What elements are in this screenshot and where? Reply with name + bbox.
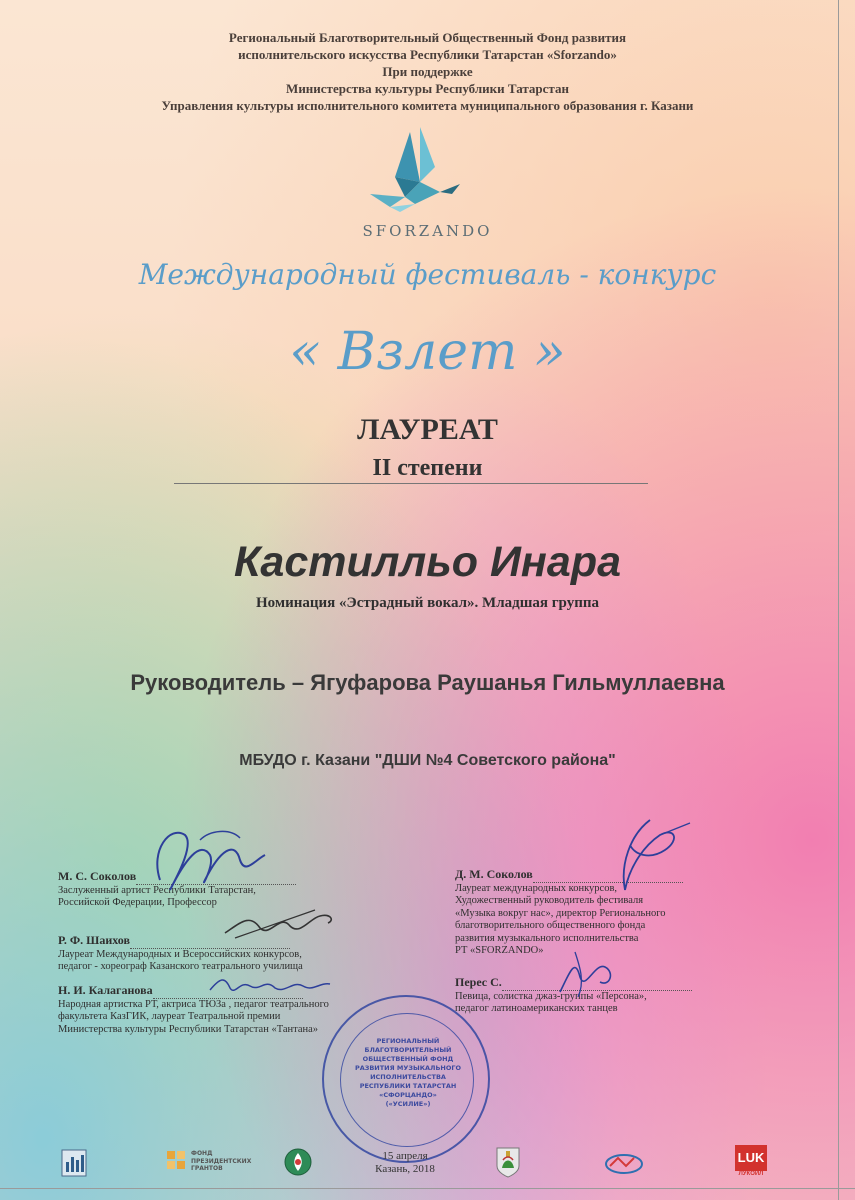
lukoil-mark: LUK bbox=[735, 1145, 767, 1171]
stamp-line: РЕСПУБЛИКИ ТАТАРСТАН bbox=[359, 1082, 457, 1090]
signature-sokolov-dm bbox=[590, 815, 700, 900]
signature-shaikhov bbox=[220, 898, 340, 943]
award-title: ЛАУРЕАТ bbox=[357, 413, 498, 446]
signatory-name: Перес С. bbox=[455, 975, 502, 989]
fund-line: ПРЕЗИДЕНТСКИХ bbox=[191, 1157, 252, 1165]
date-place bbox=[340, 1150, 470, 1176]
festival-subtitle: Международный фестиваль - конкурс bbox=[138, 258, 717, 291]
signatory-name: Н. И. Калаганова bbox=[58, 983, 153, 997]
mentor: Руководитель – Ягуфарова Раушанья Гильмуллаевна bbox=[130, 670, 725, 695]
sport-logo bbox=[604, 1152, 644, 1176]
signatory-desc: Лауреат Международных и Всероссийских конкурсов, bbox=[58, 948, 302, 960]
signatory-desc: Народная артистка РТ, актриса ТЮЗа , педагог театрального bbox=[58, 998, 329, 1010]
header-line: Управления культуры исполнительного комитета муниципального образования г. Казани bbox=[161, 98, 694, 113]
lukoil-sub: ЛУКОЙЛ bbox=[738, 1171, 764, 1177]
signatory-desc: Министерства культуры Республики Татарстан «Тантана» bbox=[58, 1023, 319, 1035]
signature-peres bbox=[540, 942, 630, 1002]
signature-kalaganova bbox=[205, 968, 335, 1000]
award-divider bbox=[174, 483, 648, 484]
stamp-line: РАЗВИТИЯ МУЗЫКАЛЬНОГО bbox=[354, 1064, 462, 1072]
brand-name: SFORZANDO bbox=[362, 222, 493, 240]
signatory-name: Д. М. Соколов bbox=[455, 867, 533, 881]
recipient-name: Кастилльо Инара bbox=[234, 538, 621, 586]
header-line: Региональный Благотворительный Общественный Фонд развития bbox=[228, 30, 627, 45]
header-line: При поддержке bbox=[382, 64, 473, 79]
event-city: Казань, 2018 bbox=[375, 1163, 435, 1175]
fund-line: ГРАНТОВ bbox=[191, 1165, 223, 1172]
signatory-desc: РТ «SFORZANDO» bbox=[455, 945, 544, 956]
stamp-line: ИСПОЛНИТЕЛЬСТВА bbox=[370, 1073, 446, 1081]
signatory-desc: развития музыкального исполнительства bbox=[455, 932, 639, 944]
signatory-desc: факультета КазГИК, лауреат Театральной премии bbox=[58, 1011, 281, 1022]
signatory-name: Р. Ф. Шаихов bbox=[58, 933, 130, 947]
presidential-grants-logo bbox=[165, 1147, 255, 1177]
award-degree: II степени bbox=[372, 455, 483, 481]
bird-icon bbox=[360, 122, 470, 217]
signatory-desc: педагог - хореограф Казанского театрального училища bbox=[58, 961, 303, 972]
nomination: Номинация «Эстрадный вокал». Младшая группа bbox=[256, 595, 599, 611]
event-date: 15 апреля bbox=[382, 1150, 428, 1162]
signatory-name: М. С. Соколов bbox=[58, 869, 137, 883]
stamp-line: РЕГИОНАЛЬНЫЙ bbox=[376, 1037, 440, 1045]
stamp-line: ОБЩЕСТВЕННЫЙ ФОНД bbox=[362, 1055, 454, 1063]
sponsor-logo-1 bbox=[60, 1148, 88, 1178]
school: МБУДО г. Казани "ДШИ №4 Советского района" bbox=[239, 752, 616, 769]
signatory-desc: Лауреат международных конкурсов, bbox=[455, 882, 618, 894]
signatory-desc: Заслуженный артист Республики Татарстан, bbox=[58, 884, 256, 896]
signatory-desc: благотворительного общественного фонда bbox=[455, 920, 646, 931]
kazan-emblem-logo bbox=[495, 1146, 521, 1178]
signatory-desc: Художественный руководитель фестиваля bbox=[455, 895, 644, 906]
header-line: Министерства культуры Республики Татарстан bbox=[286, 81, 569, 96]
signatory-desc: Певица, солистка джаз-группы «Персона», bbox=[455, 990, 647, 1002]
stamp-line: («УСИЛИЕ») bbox=[385, 1100, 431, 1108]
header-line: исполнительского искусства Республики Татарстан «Sforzando» bbox=[238, 47, 617, 62]
lukoil-logo bbox=[735, 1145, 767, 1181]
frame-bottom-line bbox=[0, 1188, 855, 1189]
organizer-header bbox=[0, 29, 855, 114]
festival-title: « Взлет » bbox=[289, 322, 566, 382]
stamp-line: БЛАГОТВОРИТЕЛЬНЫЙ bbox=[364, 1046, 452, 1054]
signatory-desc: «Музыка вокруг нас», директор Регионального bbox=[455, 907, 666, 919]
signatory-desc: педагог латиноамериканских танцев bbox=[455, 1003, 618, 1014]
official-stamp bbox=[322, 995, 490, 1163]
signatory-desc: Российской Федерации, Профессор bbox=[58, 897, 217, 908]
fund-line: ФОНД bbox=[191, 1150, 213, 1157]
tatarstan-emblem-logo bbox=[283, 1147, 313, 1177]
signature-sokolov-ms bbox=[140, 820, 290, 900]
stamp-line: «СФОРЦАНДО» bbox=[379, 1091, 437, 1099]
